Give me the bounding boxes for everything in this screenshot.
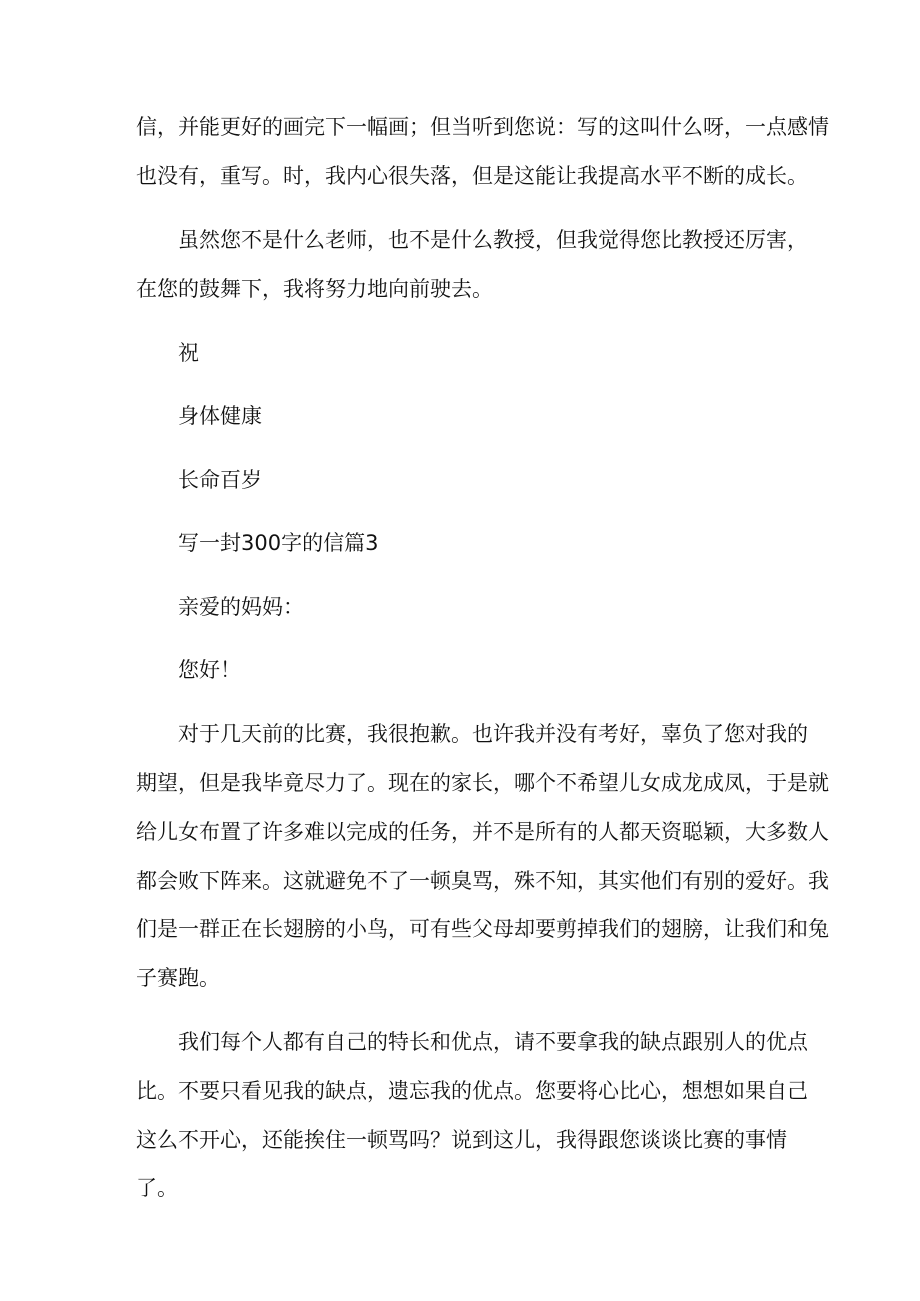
paragraph-4-line-4: 了。 <box>136 1176 178 1200</box>
paragraph-2-line-1: 虽然您不是什么老师，也不是什么教授，但我觉得您比教授还厉害， <box>178 228 808 252</box>
paragraph-3-line-5: 们是一群正在长翅膀的小鸟，可有些父母却要剪掉我们的翅膀，让我们和兔 <box>136 917 829 941</box>
letter-greeting: 您好！ <box>178 658 241 682</box>
paragraph-4-line-3: 这么不开心，还能挨住一顿骂吗？说到这儿，我得跟您谈谈比赛的事情 <box>136 1128 787 1152</box>
paragraph-3-line-2: 期望，但是我毕竟尽力了。现在的家长，哪个不希望儿女成龙成凤，于是就 <box>136 771 829 795</box>
section-heading: 写一封300字的信篇3 <box>178 531 379 555</box>
paragraph-3-line-4: 都会败下阵来。这就避免不了一顿臭骂，殊不知，其实他们有别的爱好。我 <box>136 869 829 893</box>
paragraph-1-line-2: 也没有，重写。时，我内心很失落，但是这能让我提高水平不断的成长。 <box>136 164 808 188</box>
paragraph-1-line-1: 信，并能更好的画完下一幅画；但当听到您说：写的这叫什么呀，一点感情 <box>136 115 829 139</box>
paragraph-3-line-1: 对于几天前的比赛，我很抱歉。也许我并没有考好，辜负了您对我的 <box>178 722 808 746</box>
paragraph-4-line-1: 我们每个人都有自己的特长和优点，请不要拿我的缺点跟别人的优点 <box>178 1030 808 1054</box>
paragraph-3-line-6: 子赛跑。 <box>136 966 220 990</box>
closing-wish: 祝 <box>178 341 199 365</box>
letter-salutation: 亲爱的妈妈： <box>178 595 304 619</box>
paragraph-3-line-3: 给儿女布置了许多难以完成的任务，并不是所有的人都天资聪颖，大多数人 <box>136 820 829 844</box>
paragraph-2-line-2: 在您的鼓舞下，我将努力地向前驶去。 <box>136 277 493 301</box>
closing-wish-health: 身体健康 <box>178 404 262 428</box>
paragraph-4-line-2: 比。不要只看见我的缺点，遗忘我的优点。您要将心比心，想想如果自己 <box>136 1079 808 1103</box>
closing-wish-longevity: 长命百岁 <box>178 468 262 492</box>
